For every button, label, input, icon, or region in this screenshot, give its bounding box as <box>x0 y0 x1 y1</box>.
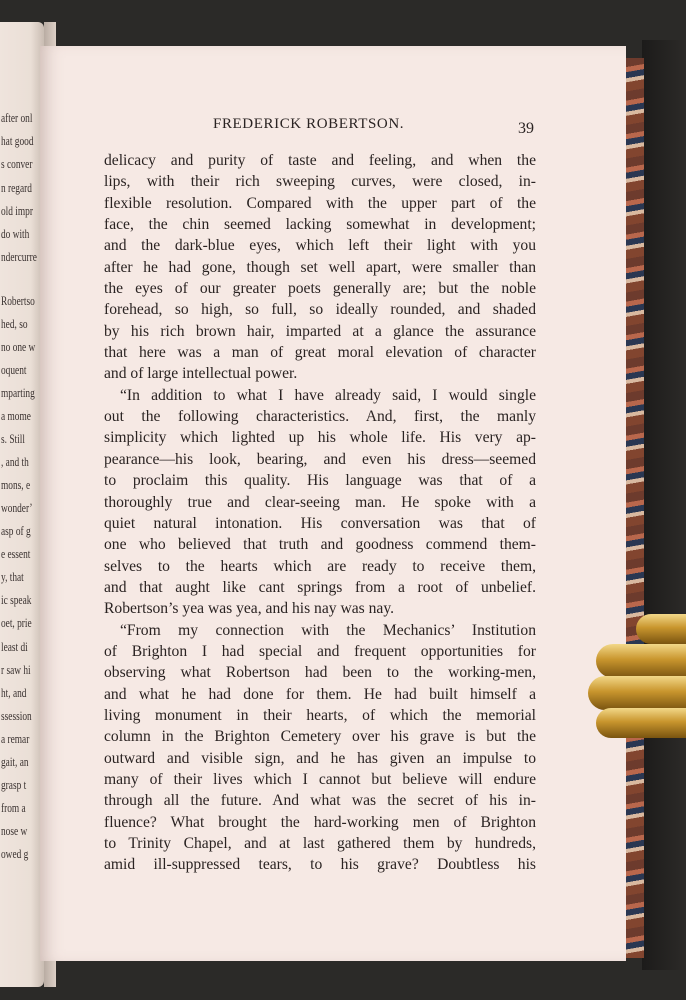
facing-page-text-fragment: oet, prie <box>1 615 32 630</box>
text-line: flexible resolution. Compared with the upper part of the <box>104 194 536 212</box>
text-line: after he had gone, though set well apart, were smaller than <box>104 258 536 276</box>
facing-page-text-fragment: gait, an <box>1 754 29 769</box>
facing-page-text-fragment: s. Still <box>1 431 25 446</box>
text-line: Robertson’s yea was yea, and his nay was nay. <box>104 600 394 618</box>
facing-page-text-fragment: least di <box>1 639 28 654</box>
text-line: living monument in their hearts, of which the memorial <box>104 706 536 724</box>
text-line: forehead, so high, so full, so ideally rounded, and shaded <box>104 301 536 319</box>
facing-page-text-fragment: owed g <box>1 846 29 861</box>
facing-page-text-fragment: wonder’ <box>1 500 33 515</box>
text-line: simplicity which lighted up his whole life. His very ap- <box>104 429 536 447</box>
text-line: the eyes of our greater poets generally are; but the noble <box>104 280 536 298</box>
text-line: of Brighton I had special and frequent opportunities for <box>104 642 536 660</box>
facing-page-text-fragment: a mome <box>1 408 31 423</box>
facing-page-text-fragment: s conver <box>1 156 33 171</box>
facing-page-text-fragment: asp of g <box>1 523 31 538</box>
facing-page-text-fragment: ic speak <box>1 592 32 607</box>
facing-page-text-fragment: no one w <box>1 339 36 354</box>
text-line: and the dark-blue eyes, which left their light with you <box>104 237 536 255</box>
text-line: “From my connection with the Mechanics’ Institution <box>120 621 536 639</box>
text-line: out the following characteristics. And, first, the manly <box>104 408 536 426</box>
text-line: delicacy and purity of taste and feeling, and when the <box>104 152 536 169</box>
gloved-hand-holding-page <box>588 610 686 760</box>
facing-page-text-fragment: mons, e <box>1 477 31 492</box>
body-text <box>104 150 536 876</box>
facing-page-text-fragment: after onl <box>1 110 33 125</box>
marbled-page-edges <box>624 58 644 958</box>
text-line: and that aught like cant springs from a root of unbelief. <box>104 578 536 596</box>
book-cover-edge <box>642 40 686 970</box>
facing-page-text-fragment: , and th <box>1 454 29 469</box>
text-line: fluence? What brought the hard-working men of Brighton <box>104 813 536 831</box>
text-line: amid ill-suppressed tears, to his grave? Doubtless his <box>104 856 536 874</box>
facing-page-text-fragment: Robertso <box>1 293 35 308</box>
facing-page-text-fragment: old impr <box>1 203 33 218</box>
facing-page-text-fragment: do with <box>1 226 30 241</box>
text-line: many of their lives which I cannot but believe will endure <box>104 770 536 788</box>
facing-page-text-fragment: from a <box>1 800 26 815</box>
page-number: 39 <box>518 120 534 137</box>
text-line: quiet natural intonation. His conversation was that of <box>104 514 536 532</box>
facing-page-text-fragment: ssession <box>1 708 32 723</box>
facing-page-text-fragment: nose w <box>1 823 28 838</box>
facing-page-text-fragment: hed, so <box>1 316 28 331</box>
text-line: column in the Brighton Cemetery over his grave is but the <box>104 728 536 746</box>
facing-page-text-fragment: mparting <box>1 385 35 400</box>
facing-left-page <box>0 22 44 987</box>
text-line: and what he had done for them. He had built himself a <box>104 685 536 703</box>
facing-page-text-fragment: ht, and <box>1 685 27 700</box>
facing-page-text-fragment: ndercurre <box>1 249 37 264</box>
text-line: through all the future. And what was the secret of his in- <box>104 792 536 810</box>
facing-page-text-fragment: e essent <box>1 546 31 561</box>
text-line: to Trinity Chapel, and at last gathered them by hundreds, <box>104 835 536 852</box>
facing-page-text-fragment: r saw hi <box>1 662 31 677</box>
text-line: face, the chin seemed lacking somewhat in development; <box>104 216 536 234</box>
facing-page-text-fragment: y, that <box>1 569 24 584</box>
text-line: that here was a man of great moral elevation of character <box>104 344 536 362</box>
facing-page-text-fragment: n regard <box>1 180 32 195</box>
running-head: FREDERICK ROBERTSON. <box>213 116 405 132</box>
facing-page-text-fragment: oquent <box>1 362 27 377</box>
text-line: selves to the hearts which are ready to receive them, <box>104 557 536 575</box>
text-line: thoroughly true and clear-seeing man. He spoke with a <box>104 493 536 511</box>
text-line: outward and visible sign, and he has given an impulse to <box>104 749 536 767</box>
text-line: lips, with their rich sweeping curves, were closed, in- <box>104 173 536 191</box>
facing-page-text-fragment: hat good <box>1 133 34 148</box>
facing-page-text-fragment: a remar <box>1 731 30 746</box>
text-line: pearance—his look, bearing, and even his dress—seemed <box>104 450 536 468</box>
text-line: and of large intellectual power. <box>104 365 298 383</box>
text-line: one who believed that truth and goodness commend them- <box>104 536 536 554</box>
text-line: by his rich brown hair, imparted at a glance the assurance <box>104 322 536 340</box>
text-line: to proclaim this quality. His language was that of a <box>104 472 536 490</box>
text-line: “In addition to what I have already said, I would single <box>120 386 536 404</box>
text-line: observing what Robertson had been to the working-men, <box>104 664 536 682</box>
facing-page-text-fragment: grasp t <box>1 777 27 792</box>
